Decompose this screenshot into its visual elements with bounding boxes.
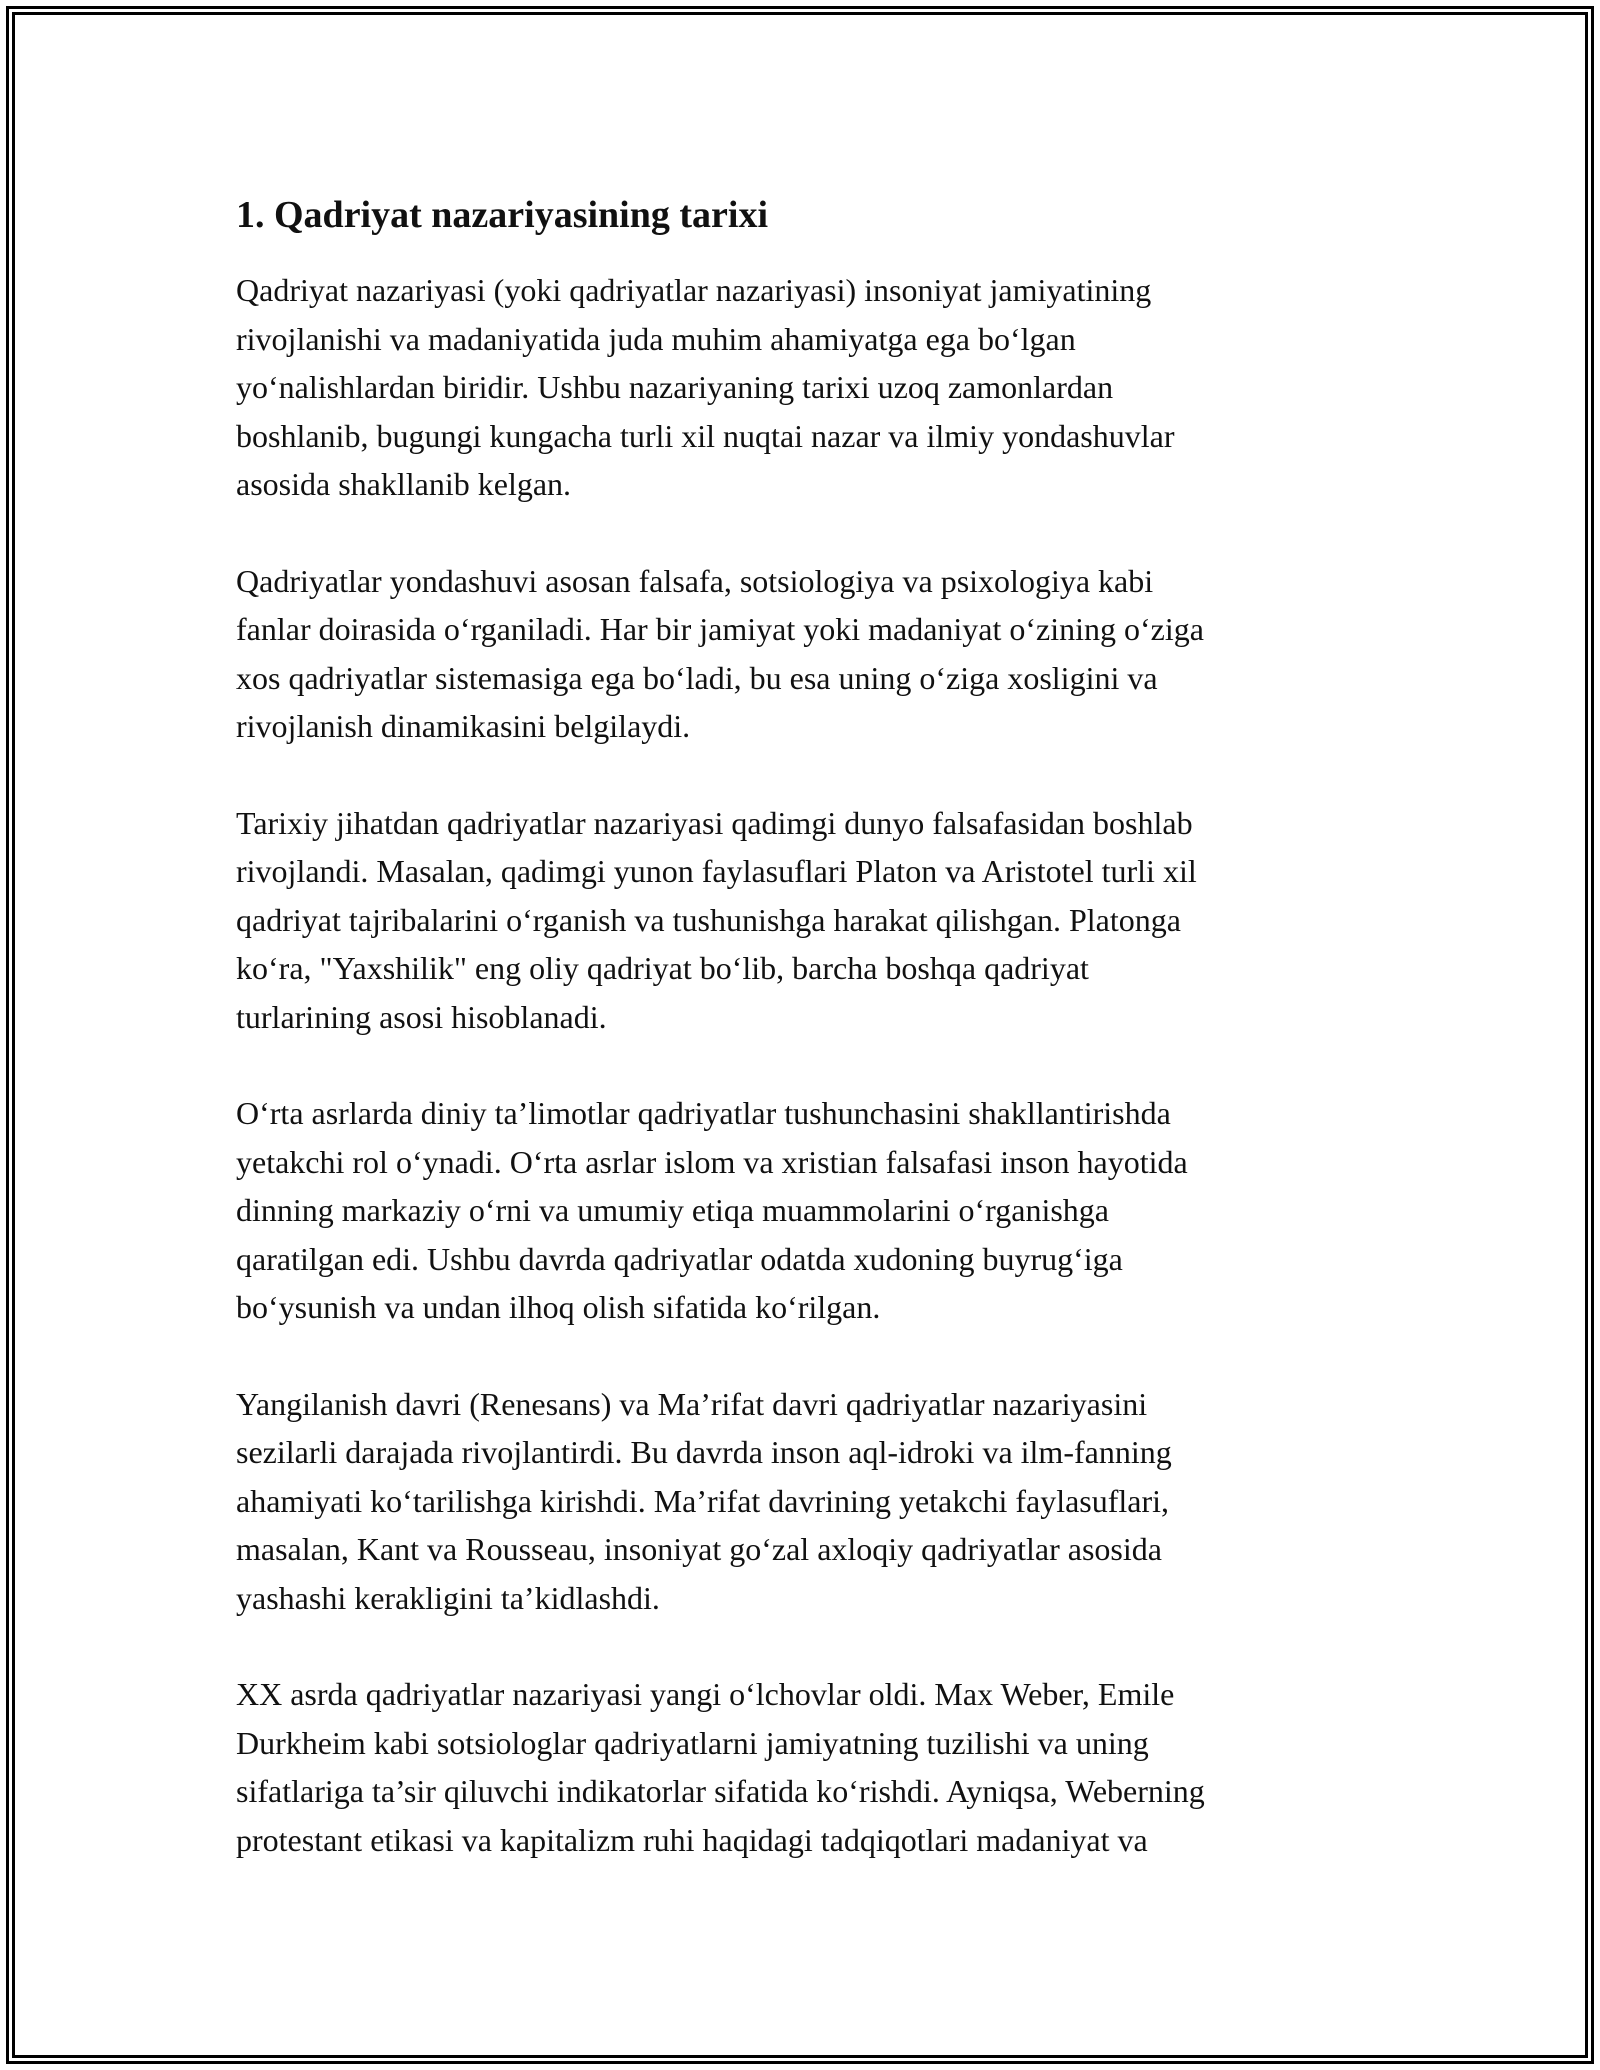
paragraph-4: O‘rta asrlarda diniy ta’limotlar qadriyatlar tushunchasini shakllantirishda yetakchi rol o‘ynadi. O‘rta asrlar islom va xristian falsafasi inson hayotida dinning markaziy o‘rni va umumiy etiqa muammolarini o‘rganishga qaratilgan edi. Ushbu davrda qadriyatlar odatda xudoning buyrug‘iga bo‘ysunish va undan ilhoq olish sifatida ko‘rilgan. bbox=[236, 1095, 1188, 1325]
paragraph-5: Yangilanish davri (Renesans) va Ma’rifat davri qadriyatlar nazariyasini sezilarli darajada rivojlantirdi. Bu davrda inson aql-idroki va ilm-fanning ahamiyati ko‘tarilishga kirishdi. Ma’rifat davrining yetakchi faylasuflari, masalan, Kant va Rousseau, insoniyat go‘zal axloqiy qadriyatlar asosida yashashi kerakligini ta’kidlashdi. bbox=[236, 1385, 1172, 1616]
paragraph-3: Tarixiy jihatdan qadriyatlar nazariyasi qadimgi dunyo falsafasidan boshlab rivojlandi. Masalan, qadimgi yunon faylasuflari Platon va Aristotel turli xil qadriyat tajribalarini o‘rganish va tushunishga harakat qilishgan. Platonga ko‘ra, "Yaxshilik" eng oliy qadriyat bo‘lib, barcha boshqa qadriyat turlarining asosi hisoblanadi. bbox=[236, 804, 1197, 1035]
paragraph-1: Qadriyat nazariyasi (yoki qadriyatlar nazariyasi) insoniyat jamiyatining rivojlanishi va madaniyatida juda muhim ahamiyatga ega bo‘lgan yo‘nalishlardan biridir. Ushbu nazariyaning tarixi uzoq zamonlardan boshlanib, bugungi kungacha turli xil nuqtai nazar va ilmiy yondashuvlar asosida shakllanib kelgan. bbox=[236, 272, 1175, 502]
document-body bbox=[236, 184, 1366, 1912]
paragraph-6: XX asrda qadriyatlar nazariyasi yangi o‘lchovlar oldi. Max Weber, Emile Durkheim kabi sotsiologlar qadriyatlarni jamiyatning tuzilishi va uning sifatlariga ta’sir qiluvchi indikatorlar sifatida ko‘rishdi. Ayniqsa, Weberning protestant etikasi va kapitalizm ruhi haqidagi tadqiqotlari madaniyat va bbox=[236, 1676, 1205, 1858]
section-heading: 1. Qadriyat nazariyasining tarixi bbox=[236, 194, 768, 236]
paragraph-2: Qadriyatlar yondashuvi asosan falsafa, sotsiologiya va psixologiya kabi fanlar doirasida o‘rganiladi. Har bir jamiyat yoki madaniyat o‘zining o‘ziga xos qadriyatlar sistemasiga ega bo‘ladi, bu esa uning o‘ziga xosligini va rivojlanish dinamikasini belgilaydi. bbox=[236, 562, 1204, 744]
